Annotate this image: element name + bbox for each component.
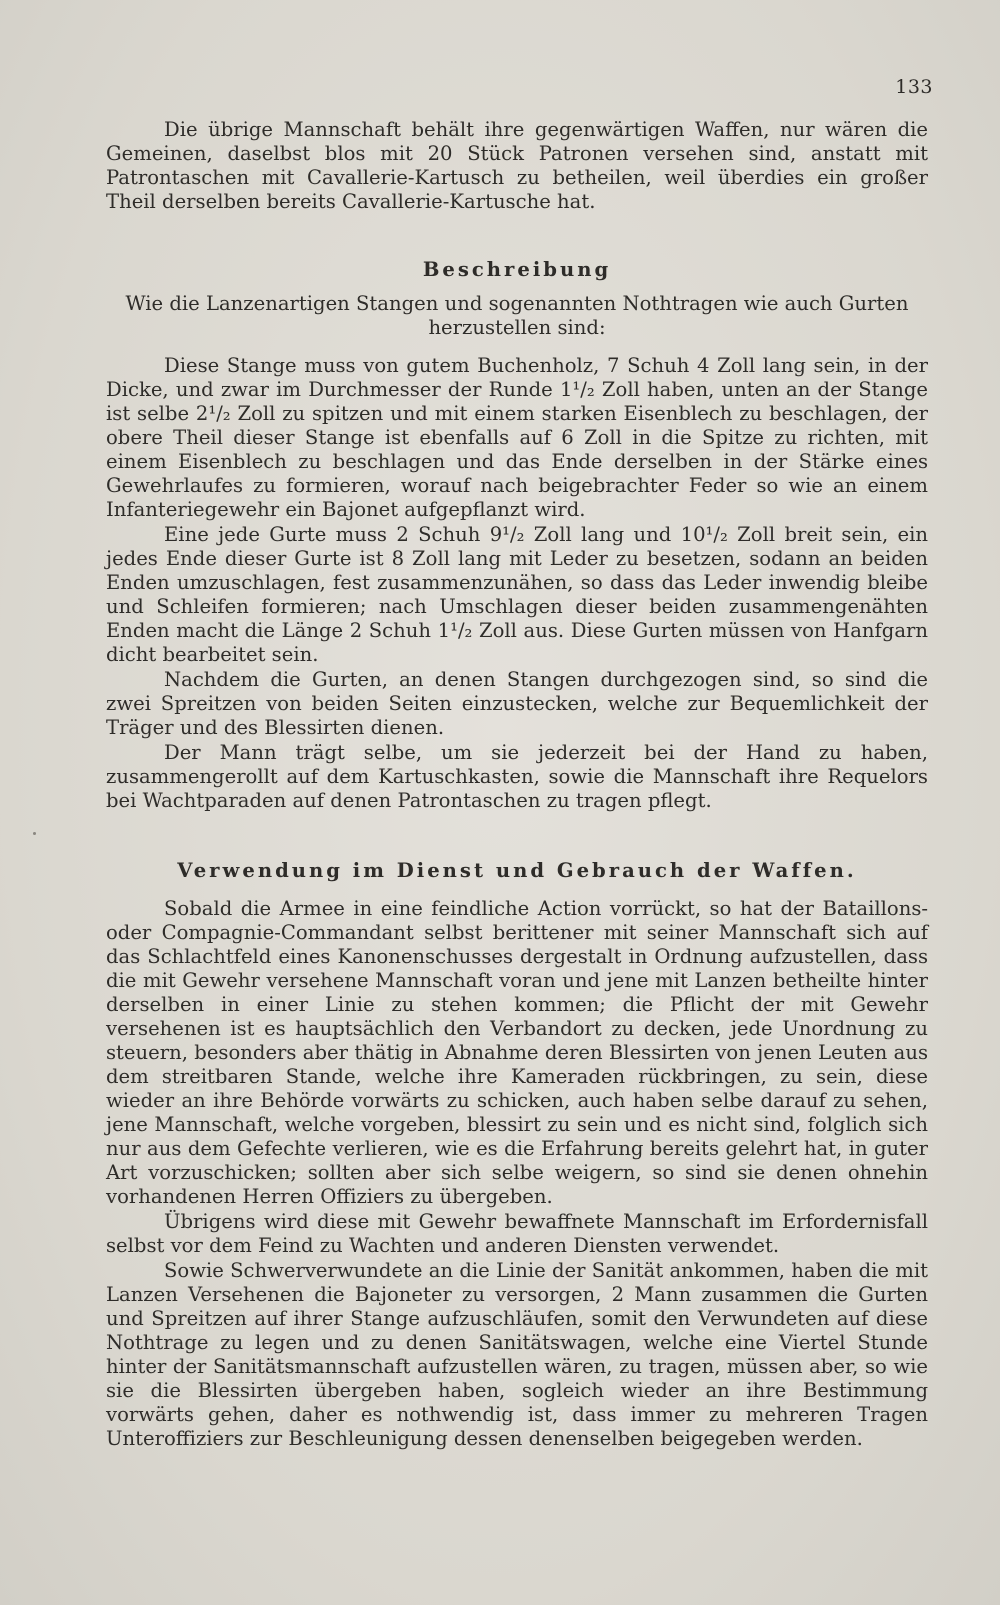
section-subheading: Wie die Lanzenartigen Stangen und sogenannten Nothtragen wie auch Gurten herzustellen sind:	[125, 292, 909, 339]
paragraph-stange: Diese Stange muss von gutem Buchenholz, 7 Schuh 4 Zoll lang sein, in der Dicke, und zwar im Durchmesser der Runde 1¹/₂ Zoll haben, unten an der Stange ist selbe 2¹/₂ Zoll zu spitzen und mit einem starken Eisenblech zu beschlagen, der obere Theil dieser Stange ist ebenfalls auf 6 Zoll in die Spitze zu richten, mit einem Eisenblech zu beschlagen und das Ende derselben in der Stärke eines Gewehrlaufes zu formieren, worauf nach beigebrachter Feder so wie an einem Infanteriegewehr ein Bajonet aufgepflanzt wird.	[106, 354, 928, 521]
intro-paragraph: Die übrige Mannschaft behält ihre gegenwärtigen Waffen, nur wären die Gemeinen, daselbst blos mit 20 Stück Patronen versehen sind, anstatt mit Patrontaschen mit Cavallerie-Kartusch zu betheilen, weil überdies ein großer Theil derselben bereits Cavallerie-Kartusche hat.	[106, 118, 928, 213]
page-body	[106, 118, 928, 1451]
paragraph-schwerverwundete: Sowie Schwerverwundete an die Linie der Sanität ankommen, haben die mit Lanzen Versehenen die Bajoneter zu versorgen, 2 Mann zusammen die Gurten und Spreitzen auf ihrer Stange aufzuschläufen, somit den Verwundeten auf diese Nothtrage zu legen und zu denen Sanitätswagen, welche eine Viertel Stunde hinter der Sanitätsmannschaft aufzustellen wären, zu tragen, müssen aber, so wie sie die Blessirten übergeben haben, sogleich wieder an ihre Bestimmung vorwärts gehen, daher es nothwendig ist, dass immer zu mehreren Tragen Unteroffiziers zur Beschleunigung dessen denenselben beigegeben werden.	[106, 1259, 928, 1450]
page-number: 133	[895, 76, 933, 98]
margin-speck	[33, 832, 36, 835]
section-heading-verwendung: Verwendung im Dienst und Gebrauch der Waffen.	[177, 859, 857, 882]
section-heading-beschreibung: Beschreibung	[422, 258, 612, 281]
paragraph-action: Sobald die Armee in eine feindliche Action vorrückt, so hat der Bataillons- oder Compagnie-Commandant selbst berittener mit seiner Mannschaft sich auf das Schlachtfeld eines Kanonenschusses dergestalt in Ordnung aufzustellen, dass die mit Gewehr versehene Mannschaft voran und jene mit Lanzen betheilte hinter derselben in einer Linie zu stehen kommen; die Pflicht der mit Gewehr versehenen ist es hauptsächlich den Verbandort zu decken, jede Unordnung zu steuern, besonders aber thätig in Abnahme deren Blessirten von jenen Leuten aus dem streitbaren Stande, welche ihre Kameraden rückbringen, zu sein, diese wieder an ihre Behörde vorwärts zu schicken, auch haben selbe darauf zu sehen, jene Mannschaft, welche vorgeben, blessirt zu sein und es nicht sind, folglich sich nur aus dem Gefechte verlieren, wie es die Erfahrung bereits gelehrt hat, in guter Art vorzuschicken; sollten aber sich selbe weigern, so sind sie denen ohnehin vorhandenen Herren Offiziers zu übergeben.	[106, 897, 928, 1208]
paragraph-uebrigens: Übrigens wird diese mit Gewehr bewaffnete Mannschaft im Erfordernisfall selbst vor dem Feind zu Wachten und anderen Diensten verwendet.	[106, 1210, 928, 1257]
paragraph-gurte: Eine jede Gurte muss 2 Schuh 9¹/₂ Zoll lang und 10¹/₂ Zoll breit sein, ein jedes Ende dieser Gurte ist 8 Zoll lang mit Leder zu besetzen, sodann an beiden Enden umzuschlagen, fest zusammenzunähen, so dass das Leder inwendig bleibe und Schleifen formieren; nach Umschlagen dieser beiden zusammengenähten Enden macht die Länge 2 Schuh 1¹/₂ Zoll aus. Diese Gurten müssen von Hanfgarn dicht bearbeitet sein.	[106, 523, 928, 666]
paragraph-spreitzen: Nachdem die Gurten, an denen Stangen durchgezogen sind, so sind die zwei Spreitzen von beiden Seiten einzustecken, welche zur Bequemlichkeit der Träger und des Blessirten dienen.	[106, 668, 928, 739]
paragraph-tragen: Der Mann trägt selbe, um sie jederzeit bei der Hand zu haben, zusammengerollt auf dem Kartuschkasten, sowie die Mannschaft ihre Requelors bei Wachtparaden auf denen Patrontaschen zu tragen pflegt.	[106, 741, 928, 812]
